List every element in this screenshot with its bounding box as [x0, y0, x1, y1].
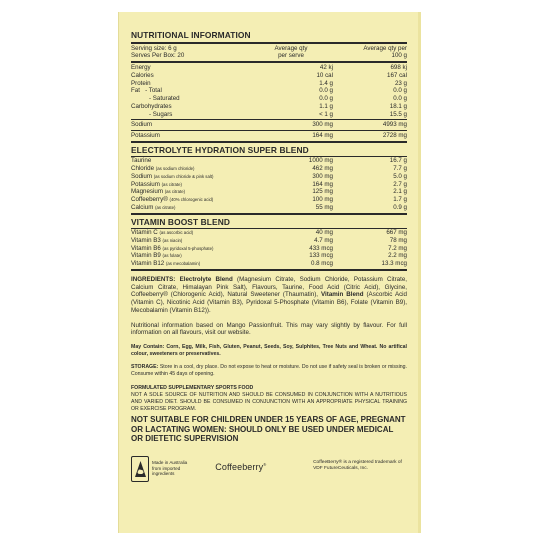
row-per100: 23 g	[394, 79, 407, 87]
row-per100: 13.3 mcg	[381, 260, 407, 267]
col-header-100g-line2: 100 g	[391, 52, 407, 60]
vitamin-title: VITAMIN BOOST BLEND	[131, 216, 230, 227]
row-label: Sodium	[131, 121, 152, 129]
nutrition-header	[131, 45, 407, 61]
serves-per-box: Serves Per Box: 20	[131, 52, 185, 60]
table-row	[131, 173, 407, 181]
row-serve: 0.8 mcg	[310, 260, 333, 267]
row-per100: 78 mg	[389, 236, 407, 244]
row-per100: 7.2 mg	[388, 244, 407, 252]
row-serve: 100 mg	[312, 196, 333, 203]
table-row	[131, 181, 407, 189]
row-label: Vitamin C (as ascorbic acid)	[131, 229, 194, 236]
row-label: - Saturated	[149, 95, 180, 102]
row-per100: 2.7 g	[393, 180, 407, 188]
col-header-100g	[337, 45, 407, 61]
trademark-notice: CoffeeBerry® is a registered trademark of VDF FutureCeuticals, Inc.	[313, 459, 402, 471]
serving-info	[131, 45, 245, 61]
table-row	[131, 111, 407, 119]
table-row	[131, 188, 407, 196]
row-serve: 0.0 g	[319, 95, 333, 102]
row-serve: 42 kj	[319, 64, 333, 71]
table-row	[131, 260, 407, 268]
row-serve: 1.4 g	[319, 79, 333, 87]
section-divider	[131, 269, 407, 271]
row-label: - Sugars	[149, 110, 173, 118]
row-per100: 2.1 g	[393, 188, 407, 196]
table-row	[131, 229, 407, 237]
table-row	[131, 196, 407, 204]
electrolyte-title: ELECTROLYTE HYDRATION SUPER BLEND	[131, 144, 309, 155]
box-side-edge	[418, 12, 421, 533]
header-divider	[131, 61, 407, 63]
brand-tm: ®	[263, 461, 267, 467]
row-serve: 1000 mg	[308, 157, 333, 165]
row-per100: 0.0 g	[393, 87, 407, 95]
table-row	[131, 204, 407, 212]
footer	[131, 456, 407, 482]
col-header-serve-line1: Average qty	[274, 44, 308, 52]
row-serve: 133 mcg	[309, 252, 333, 260]
table-row	[131, 165, 407, 173]
col-header-100g-line1: Average qty per	[363, 44, 407, 52]
row-per100: 4993 mg	[382, 121, 407, 129]
row-per100: 0.9 g	[393, 203, 407, 211]
table-row	[131, 132, 407, 140]
row-serve: 300 mg	[312, 121, 333, 129]
row-serve: 4.7 mg	[314, 236, 333, 244]
row-label: Potassium	[131, 132, 160, 139]
made-in-line3: ingredients	[152, 471, 175, 477]
table-row	[131, 95, 407, 103]
row-serve: 300 mg	[312, 172, 333, 180]
row-serve: 10 cal	[316, 71, 333, 79]
row-serve: 1.1 g	[319, 102, 333, 110]
row-serve: < 1 g	[319, 110, 333, 118]
table-row	[131, 157, 407, 165]
row-label: Calcium (as citrate)	[131, 203, 176, 211]
formulated-text: NOT A SOLE SOURCE OF NUTRITION AND SHOULD BE CONSUMED IN CONJUNCTION WITH A NUTRITIOUS AND VARIED DIET. SHOULD BE CONSUMED IN CONJUNCTION WITH AN APPROPRIATE PHYSICAL TRAINING OR EXERCISE PROGRAM.	[131, 392, 407, 412]
coffeeberry-logo	[215, 462, 313, 473]
row-label: Potassium (as citrate)	[131, 180, 182, 188]
vitamin-blend-text: (Ascorbic Acid (Vitamin C), Nicotinic Acid (Vitamin B3), Pyridoxal 5-Phosphate (Vitamin B6), Folate (Vitamin B9), Mecobalamin (Vitamin B12)).	[131, 291, 407, 314]
col-header-serve	[245, 45, 337, 61]
row-per100: 167 cal	[387, 71, 407, 79]
formulated-title: FORMULATED SUPPLEMENTARY SPORTS FOOD	[131, 384, 254, 391]
made-in-australia-badge	[131, 456, 211, 482]
table-row	[131, 80, 407, 88]
row-divider	[131, 119, 407, 120]
row-per100: 1.7 g	[393, 196, 407, 203]
table-row	[131, 252, 407, 260]
row-serve: 55 mg	[315, 203, 333, 211]
serving-size: Serving size: 6 g	[131, 44, 177, 52]
row-label: Sodium (as sodium chloride & pink salt)	[131, 172, 214, 180]
row-label: Vitamin B9 (as folate)	[131, 252, 182, 260]
col-header-serve-line2: per serve	[278, 52, 304, 60]
electrolyte-blend-label: Electrolyte Blend	[179, 275, 233, 283]
warning-statement: NOT SUITABLE FOR CHILDREN UNDER 15 YEARS OF AGE, PREGNANT OR LACTATING WOMEN: SHOULD ONLY BE USED UNDER MEDICAL OR DIETETIC SUPERVISION	[131, 415, 406, 444]
row-per100: 18.1 g	[389, 102, 407, 110]
row-serve: 125 mg	[312, 188, 333, 196]
row-per100: 15.5 g	[389, 110, 407, 118]
row-serve: 433 mcg	[309, 244, 333, 252]
row-label: Calories	[131, 71, 154, 79]
vitamin-table	[131, 229, 407, 268]
nutrition-label-panel	[131, 30, 407, 482]
row-label: Fat - Total	[131, 87, 162, 95]
row-label: Coffeeberry® (40% chlorogenic acid)	[131, 196, 214, 203]
table-row	[131, 121, 407, 129]
ingredients-text	[131, 276, 407, 315]
row-label: Chloride (as sodium chloride)	[131, 165, 195, 172]
brand-name: Coffeeberry	[215, 461, 264, 472]
row-serve: 40 mg	[315, 229, 333, 236]
section-divider	[131, 141, 407, 143]
table-row	[131, 103, 407, 111]
row-per100: 16.7 g	[389, 157, 407, 165]
row-label: Energy	[131, 64, 151, 71]
row-per100: 667 mg	[386, 229, 407, 236]
table-row	[131, 64, 407, 72]
row-label: Vitamin B12 (as mecobalamin)	[131, 260, 201, 267]
electrolyte-table	[131, 157, 407, 211]
row-serve: 462 mg	[312, 165, 333, 172]
made-in-line2: from imported	[152, 465, 181, 471]
table-row	[131, 245, 407, 253]
row-label: Vitamin B3 (as niacin)	[131, 236, 183, 244]
row-label: Vitamin B6 (as pyridoxal 5-phosphate)	[131, 244, 214, 252]
row-per100: 5.0 g	[393, 172, 407, 180]
table-row	[131, 72, 407, 80]
row-per100: 0.0 g	[393, 95, 407, 102]
made-in-line1: Made in Australia	[152, 460, 188, 466]
row-label: Protein	[131, 79, 151, 87]
nutrition-table	[131, 64, 407, 140]
row-per100: 2.2 mg	[388, 252, 407, 260]
row-per100: 698 kj	[390, 64, 407, 71]
row-per100: 7.7 g	[393, 165, 407, 172]
flavour-note: Nutritional information based on Mango Passionfruit. This may vary slightly by flavour. For full information on all flavours, visit our website.	[131, 321, 407, 337]
table-row	[131, 237, 407, 245]
title-divider	[131, 42, 407, 44]
electrolyte-blend-text: (Magnesium Citrate, Sodium Chloride, Potassium Citrate, Calcium Citrate, Himalayan Pink Salt), Flavours, Taurine, Food Acid (Citric Acid), Glycine, Coffeeberry® (Chlorogenic Acid), Natural Sweetener (Thaumatin),	[131, 275, 407, 299]
storage-body: Store in a cool, dry place. Do not expose to heat or moisture. Do not use if safety seal is broken or missing. Consume within 45 days of opening.	[131, 364, 407, 377]
storage-text	[131, 364, 407, 377]
row-serve: 164 mg	[312, 180, 333, 188]
made-in-text	[152, 460, 187, 477]
row-label: Taurine	[131, 157, 152, 165]
row-serve: 164 mg	[312, 132, 333, 139]
row-label: Magnesium (as citrate)	[131, 188, 186, 196]
allergen-statement: May Contain: Corn, Egg, Milk, Fish, Gluten, Peanut, Seeds, Soy, Sulphites, Tree Nuts and Wheat. No artifical colour, sweeteners or preservatives.	[131, 344, 407, 357]
row-divider	[131, 130, 407, 131]
vitamin-blend-label: Vitamin Blend	[321, 291, 364, 299]
nutrition-title: NUTRITIONAL INFORMATION	[131, 30, 251, 40]
section-divider	[131, 213, 407, 215]
australia-map-icon	[131, 456, 149, 482]
storage-label: STORAGE:	[131, 364, 159, 371]
row-per100: 2728 mg	[382, 132, 407, 139]
row-label: Carbohydrates	[131, 102, 172, 110]
table-row	[131, 87, 407, 95]
ingredients-label: INGREDIENTS:	[131, 275, 176, 283]
row-serve: 0.0 g	[319, 87, 333, 95]
